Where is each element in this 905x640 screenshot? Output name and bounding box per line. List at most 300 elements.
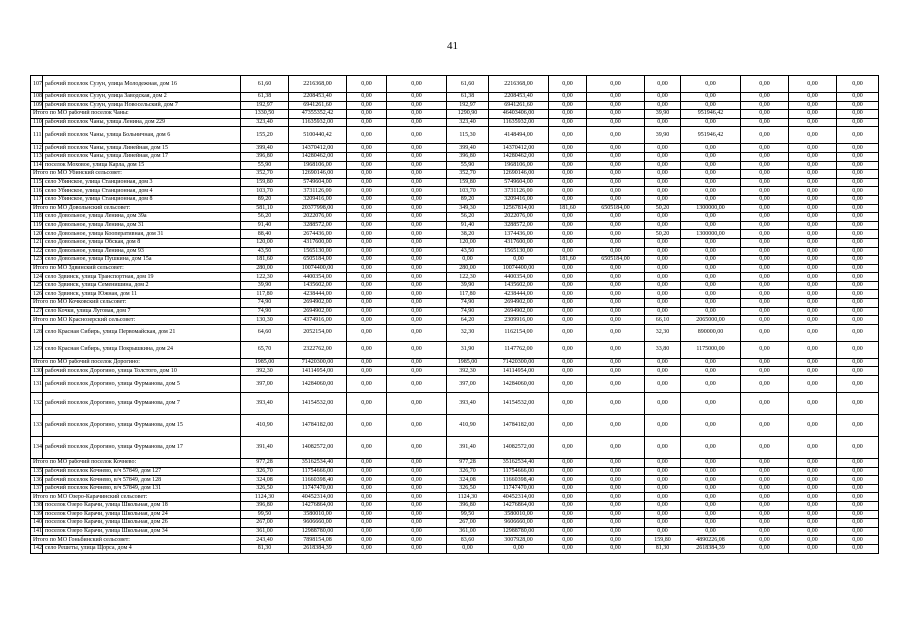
value-cell: 0,00 <box>387 152 447 161</box>
table-row <box>31 544 879 553</box>
value-cell: 0,00 <box>549 247 587 256</box>
value-cell: 12988780,00 <box>489 527 549 536</box>
value-cell: 0,00 <box>387 502 447 511</box>
value-cell: 0,00 <box>789 484 837 493</box>
row-number: 120 <box>31 230 43 239</box>
value-cell: 0,00 <box>741 536 789 545</box>
address-cell: поселок Озеро Карачи, улица Школьная, дом 18 <box>43 502 241 511</box>
table-row <box>31 127 879 144</box>
value-cell: 192,97 <box>241 101 289 110</box>
value-cell: 2022076,00 <box>289 213 347 222</box>
value-cell: 0,00 <box>837 238 879 247</box>
value-cell: 0,00 <box>837 502 879 511</box>
value-cell: 393,40 <box>447 393 489 415</box>
value-cell: 3580010,00 <box>289 510 347 519</box>
value-cell: 1968106,00 <box>489 161 549 170</box>
value-cell: 0,00 <box>681 376 741 393</box>
value-cell: 267,00 <box>447 519 489 528</box>
value-cell: 951946,42 <box>681 127 741 144</box>
value-cell: 0,00 <box>789 415 837 437</box>
value-cell: 324,08 <box>447 476 489 485</box>
value-cell: 2208453,40 <box>289 93 347 102</box>
value-cell: 7898154,08 <box>289 536 347 545</box>
value-cell: 181,60 <box>241 256 289 265</box>
table-row <box>31 367 879 376</box>
value-cell: 0,00 <box>741 118 789 127</box>
value-cell: 0,00 <box>387 187 447 196</box>
address-cell: рабочий поселок Дорогино, улица Фурманова, дом 5 <box>43 376 241 393</box>
value-cell: 11635932,00 <box>489 118 549 127</box>
value-cell: 0,00 <box>347 204 387 213</box>
table-row <box>31 527 879 536</box>
address-cell: поселок Озеро Карачи, улица Школьная, дом 34 <box>43 527 241 536</box>
value-cell: 11747470,00 <box>289 484 347 493</box>
value-cell: 0,00 <box>549 307 587 316</box>
value-cell: 0,00 <box>387 195 447 204</box>
value-cell: 35162534,40 <box>289 459 347 468</box>
value-cell: 0,00 <box>681 510 741 519</box>
value-cell: 0,00 <box>681 493 741 502</box>
value-cell: 3209416,00 <box>289 195 347 204</box>
value-cell: 0,00 <box>789 502 837 511</box>
value-cell: 0,00 <box>587 519 645 528</box>
subtotal-label: Итого по МО рабочий поселок Кочнево: <box>31 459 241 468</box>
address-cell: рабочий поселок Чаны, улица Ленина, дом 229 <box>43 118 241 127</box>
value-cell: 0,00 <box>741 238 789 247</box>
value-cell: 0,00 <box>587 502 645 511</box>
value-cell: 0,00 <box>549 536 587 545</box>
value-cell: 0,00 <box>387 178 447 187</box>
value-cell: 61,60 <box>241 76 289 93</box>
value-cell: 0,00 <box>789 437 837 459</box>
value-cell: 117,80 <box>447 290 489 299</box>
value-cell: 31,90 <box>447 341 489 358</box>
value-cell: 1290,90 <box>447 110 489 119</box>
value-cell: 0,00 <box>741 467 789 476</box>
value-cell: 14276864,00 <box>289 502 347 511</box>
value-cell: 0,00 <box>587 536 645 545</box>
table-row <box>31 187 879 196</box>
value-cell: 14784182,00 <box>489 415 549 437</box>
value-cell: 0,00 <box>837 299 879 308</box>
value-cell: 3731126,00 <box>489 187 549 196</box>
value-cell: 243,40 <box>241 536 289 545</box>
value-cell: 0,00 <box>387 316 447 325</box>
row-number: 138 <box>31 502 43 511</box>
value-cell: 0,00 <box>741 256 789 265</box>
subtotal-label: Итого по МО Озеро-Карачинский сельсовет: <box>31 493 241 502</box>
value-cell: 0,00 <box>447 256 489 265</box>
value-cell: 0,00 <box>741 144 789 153</box>
value-cell: 0,00 <box>347 76 387 93</box>
value-cell: 74,90 <box>241 299 289 308</box>
value-cell: 0,00 <box>741 204 789 213</box>
value-cell: 977,28 <box>241 459 289 468</box>
value-cell: 0,00 <box>549 341 587 358</box>
value-cell: 0,00 <box>789 307 837 316</box>
value-cell: 0,00 <box>587 415 645 437</box>
value-cell: 0,00 <box>837 170 879 179</box>
value-cell: 0,00 <box>549 76 587 93</box>
value-cell: 0,00 <box>387 536 447 545</box>
value-cell: 0,00 <box>837 376 879 393</box>
value-cell: 0,00 <box>587 393 645 415</box>
value-cell: 0,00 <box>347 118 387 127</box>
value-cell: 0,00 <box>741 178 789 187</box>
value-cell: 396,80 <box>241 502 289 511</box>
value-cell: 0,00 <box>549 324 587 341</box>
value-cell: 0,00 <box>837 144 879 153</box>
subtotal-label: Итого по МО рабочий поселок Чаны: <box>31 110 241 119</box>
value-cell: 1435602,00 <box>489 281 549 290</box>
value-cell: 0,00 <box>681 178 741 187</box>
value-cell: 0,00 <box>837 178 879 187</box>
value-cell: 0,00 <box>837 221 879 230</box>
value-cell: 0,00 <box>789 127 837 144</box>
value-cell: 0,00 <box>645 152 681 161</box>
value-cell: 91,40 <box>241 221 289 230</box>
row-number: 141 <box>31 527 43 536</box>
table-row <box>31 213 879 222</box>
value-cell: 1162154,00 <box>489 324 549 341</box>
value-cell: 0,00 <box>587 76 645 93</box>
value-cell: 349,30 <box>447 204 489 213</box>
value-cell: 0,00 <box>645 510 681 519</box>
value-cell: 0,00 <box>587 187 645 196</box>
address-cell: рабочий поселок Сузун, улица Новосельский, дом 7 <box>43 101 241 110</box>
value-cell: 0,00 <box>837 437 879 459</box>
value-cell: 0,00 <box>741 281 789 290</box>
value-cell: 56,20 <box>447 213 489 222</box>
value-cell: 391,40 <box>447 437 489 459</box>
value-cell: 65,70 <box>241 341 289 358</box>
value-cell: 0,00 <box>741 544 789 553</box>
value-cell: 11754666,00 <box>289 467 347 476</box>
value-cell: 0,00 <box>549 376 587 393</box>
value-cell: 0,00 <box>549 101 587 110</box>
value-cell: 0,00 <box>387 256 447 265</box>
subtotal-row <box>31 358 879 367</box>
value-cell: 0,00 <box>837 476 879 485</box>
value-cell: 0,00 <box>789 476 837 485</box>
value-cell: 326,70 <box>241 467 289 476</box>
value-cell: 6941261,60 <box>489 101 549 110</box>
row-number: 109 <box>31 101 43 110</box>
value-cell: 0,00 <box>789 247 837 256</box>
value-cell: 0,00 <box>789 161 837 170</box>
value-cell: 159,80 <box>645 536 681 545</box>
value-cell: 4400354,00 <box>289 273 347 282</box>
value-cell: 0,00 <box>741 299 789 308</box>
value-cell: 0,00 <box>645 476 681 485</box>
value-cell: 0,00 <box>587 195 645 204</box>
value-cell: 0,00 <box>837 510 879 519</box>
subtotal-label: Итого по МО Убинский сельсовет: <box>31 170 241 179</box>
value-cell: 0,00 <box>837 110 879 119</box>
row-number: 137 <box>31 484 43 493</box>
value-cell: 0,00 <box>587 376 645 393</box>
value-cell: 3731126,00 <box>289 187 347 196</box>
value-cell: 0,00 <box>347 324 387 341</box>
table-row <box>31 178 879 187</box>
address-cell: рабочий поселок Сузун, улица Заводская, дом 2 <box>43 93 241 102</box>
value-cell: 0,00 <box>549 367 587 376</box>
value-cell: 50,20 <box>645 204 681 213</box>
value-cell: 0,00 <box>789 299 837 308</box>
row-number: 111 <box>31 127 43 144</box>
value-cell: 11747470,00 <box>489 484 549 493</box>
value-cell: 14154532,00 <box>489 393 549 415</box>
value-cell: 0,00 <box>347 519 387 528</box>
address-cell: село Убинское, улица Станционная, дом 8 <box>43 195 241 204</box>
table-row <box>31 290 879 299</box>
value-cell: 12690146,00 <box>289 170 347 179</box>
value-cell: 0,00 <box>549 437 587 459</box>
value-cell: 4238444,00 <box>289 290 347 299</box>
value-cell: 0,00 <box>645 527 681 536</box>
value-cell: 0,00 <box>837 527 879 536</box>
value-cell: 0,00 <box>347 187 387 196</box>
value-cell: 0,00 <box>789 264 837 273</box>
value-cell: 0,00 <box>387 161 447 170</box>
subtotal-label: Итого по МО Кочковский сельсовет: <box>31 299 241 308</box>
value-cell: 46403406,00 <box>489 110 549 119</box>
table-row <box>31 256 879 265</box>
value-cell: 0,00 <box>549 127 587 144</box>
row-number: 127 <box>31 307 43 316</box>
value-cell: 1300000,00 <box>681 204 741 213</box>
value-cell: 0,00 <box>741 484 789 493</box>
value-cell: 1124,30 <box>447 493 489 502</box>
value-cell: 0,00 <box>789 393 837 415</box>
value-cell: 0,00 <box>387 110 447 119</box>
value-cell: 40452314,00 <box>489 493 549 502</box>
value-cell: 0,00 <box>387 367 447 376</box>
value-cell: 0,00 <box>645 144 681 153</box>
address-cell: рабочий поселок Дорогино, улица Фурманова, дом 17 <box>43 437 241 459</box>
value-cell: 0,00 <box>387 437 447 459</box>
table-row <box>31 247 879 256</box>
value-cell: 0,00 <box>837 393 879 415</box>
value-cell: 9606660,00 <box>289 519 347 528</box>
value-cell: 0,00 <box>645 238 681 247</box>
value-cell: 0,00 <box>681 459 741 468</box>
value-cell: 0,00 <box>789 93 837 102</box>
value-cell: 0,00 <box>347 256 387 265</box>
value-cell: 0,00 <box>837 230 879 239</box>
table-row <box>31 152 879 161</box>
row-number: 107 <box>31 76 43 93</box>
value-cell: 361,00 <box>447 527 489 536</box>
value-cell: 0,00 <box>837 281 879 290</box>
value-cell: 0,00 <box>837 256 879 265</box>
row-number: 115 <box>31 178 43 187</box>
row-number: 118 <box>31 213 43 222</box>
value-cell: 1565130,00 <box>489 247 549 256</box>
value-cell: 14284060,00 <box>489 376 549 393</box>
value-cell: 0,00 <box>681 76 741 93</box>
value-cell: 0,00 <box>347 536 387 545</box>
address-cell: село Убинское, улица Станционная, дом 3 <box>43 178 241 187</box>
value-cell: 0,00 <box>741 101 789 110</box>
value-cell: 115,30 <box>447 127 489 144</box>
value-cell: 0,00 <box>741 502 789 511</box>
value-cell: 0,00 <box>549 238 587 247</box>
value-cell: 1374436,00 <box>489 230 549 239</box>
value-cell: 0,00 <box>681 93 741 102</box>
value-cell: 0,00 <box>489 544 549 553</box>
row-number: 123 <box>31 256 43 265</box>
value-cell: 280,00 <box>447 264 489 273</box>
value-cell: 396,80 <box>447 152 489 161</box>
value-cell: 181,60 <box>549 204 587 213</box>
value-cell: 1330,50 <box>241 110 289 119</box>
value-cell: 50,20 <box>645 230 681 239</box>
address-cell: село Здвинск, улица Транспортная, дом 19 <box>43 273 241 282</box>
value-cell: 0,00 <box>387 358 447 367</box>
value-cell: 0,00 <box>789 527 837 536</box>
value-cell: 0,00 <box>587 213 645 222</box>
value-cell: 0,00 <box>741 519 789 528</box>
value-cell: 2022076,00 <box>489 213 549 222</box>
value-cell: 0,00 <box>347 493 387 502</box>
value-cell: 0,00 <box>645 247 681 256</box>
subtotal-row <box>31 459 879 468</box>
value-cell: 4374916,00 <box>289 316 347 325</box>
value-cell: 120,00 <box>241 238 289 247</box>
row-number: 139 <box>31 510 43 519</box>
value-cell: 0,00 <box>347 393 387 415</box>
table-row <box>31 484 879 493</box>
value-cell: 14154532,00 <box>289 393 347 415</box>
value-cell: 155,20 <box>241 127 289 144</box>
value-cell: 0,00 <box>587 110 645 119</box>
value-cell: 47355352,42 <box>289 110 347 119</box>
value-cell: 0,00 <box>789 459 837 468</box>
value-cell: 0,00 <box>549 93 587 102</box>
value-cell: 280,00 <box>241 264 289 273</box>
value-cell: 0,00 <box>587 544 645 553</box>
row-number: 136 <box>31 476 43 485</box>
value-cell: 0,00 <box>549 510 587 519</box>
housing-registry-table <box>30 75 879 554</box>
value-cell: 326,50 <box>241 484 289 493</box>
value-cell: 397,00 <box>241 376 289 393</box>
value-cell: 0,00 <box>587 341 645 358</box>
value-cell: 0,00 <box>789 281 837 290</box>
value-cell: 890000,00 <box>681 324 741 341</box>
value-cell: 0,00 <box>741 510 789 519</box>
value-cell: 1985,00 <box>241 358 289 367</box>
row-number: 121 <box>31 238 43 247</box>
value-cell: 0,00 <box>741 527 789 536</box>
value-cell: 2052154,00 <box>289 324 347 341</box>
value-cell: 88,40 <box>241 230 289 239</box>
value-cell: 0,00 <box>681 519 741 528</box>
value-cell: 581,10 <box>241 204 289 213</box>
row-number: 132 <box>31 393 43 415</box>
value-cell: 0,00 <box>837 324 879 341</box>
value-cell: 0,00 <box>789 195 837 204</box>
value-cell: 103,70 <box>241 187 289 196</box>
value-cell: 0,00 <box>347 230 387 239</box>
value-cell: 0,00 <box>347 213 387 222</box>
value-cell: 0,00 <box>549 281 587 290</box>
subtotal-label: Итого по МО Здвинский сельсовет: <box>31 264 241 273</box>
value-cell: 0,00 <box>549 358 587 367</box>
table-row <box>31 393 879 415</box>
value-cell: 0,00 <box>789 467 837 476</box>
value-cell: 0,00 <box>387 213 447 222</box>
value-cell: 323,40 <box>241 118 289 127</box>
table-row <box>31 230 879 239</box>
value-cell: 0,00 <box>387 230 447 239</box>
value-cell: 2322762,00 <box>289 341 347 358</box>
value-cell: 4400354,00 <box>489 273 549 282</box>
value-cell: 0,00 <box>837 101 879 110</box>
table-row <box>31 502 879 511</box>
value-cell: 0,00 <box>347 238 387 247</box>
value-cell: 0,00 <box>587 273 645 282</box>
value-cell: 14082572,00 <box>489 437 549 459</box>
value-cell: 0,00 <box>681 264 741 273</box>
table-row <box>31 76 879 93</box>
value-cell: 0,00 <box>741 161 789 170</box>
value-cell: 0,00 <box>789 170 837 179</box>
value-cell: 0,00 <box>837 519 879 528</box>
value-cell: 3288572,00 <box>289 221 347 230</box>
page-number: 41 <box>447 40 458 52</box>
value-cell: 0,00 <box>741 459 789 468</box>
value-cell: 0,00 <box>681 144 741 153</box>
value-cell: 0,00 <box>347 152 387 161</box>
subtotal-row <box>31 316 879 325</box>
value-cell: 0,00 <box>587 281 645 290</box>
value-cell: 0,00 <box>789 238 837 247</box>
value-cell: 55,90 <box>447 161 489 170</box>
value-cell: 12988780,00 <box>289 527 347 536</box>
value-cell: 0,00 <box>347 127 387 144</box>
value-cell: 0,00 <box>741 376 789 393</box>
value-cell: 0,00 <box>387 264 447 273</box>
value-cell: 71420300,00 <box>289 358 347 367</box>
table-row <box>31 93 879 102</box>
value-cell: 0,00 <box>681 476 741 485</box>
value-cell: 0,00 <box>587 367 645 376</box>
value-cell: 74,90 <box>241 307 289 316</box>
address-cell: рабочий поселок Чаны, улица Больничная, дом 6 <box>43 127 241 144</box>
value-cell: 392,30 <box>241 367 289 376</box>
value-cell: 0,00 <box>741 290 789 299</box>
row-number: 110 <box>31 118 43 127</box>
value-cell: 0,00 <box>837 127 879 144</box>
value-cell: 0,00 <box>741 273 789 282</box>
table-row <box>31 510 879 519</box>
value-cell: 0,00 <box>681 247 741 256</box>
subtotal-label: Итого по МО Довольнский сельсовет: <box>31 204 241 213</box>
address-cell: село Довольное, улица Ленина, дом 39а <box>43 213 241 222</box>
value-cell: 326,50 <box>447 484 489 493</box>
address-cell: рабочий поселок Кочнево, в/ч 57849, дом 127 <box>43 467 241 476</box>
value-cell: 0,00 <box>347 367 387 376</box>
value-cell: 0,00 <box>549 544 587 553</box>
value-cell: 0,00 <box>347 544 387 553</box>
table-row <box>31 324 879 341</box>
value-cell: 0,00 <box>549 316 587 325</box>
value-cell: 0,00 <box>789 290 837 299</box>
value-cell: 0,00 <box>347 161 387 170</box>
value-cell: 0,00 <box>789 324 837 341</box>
